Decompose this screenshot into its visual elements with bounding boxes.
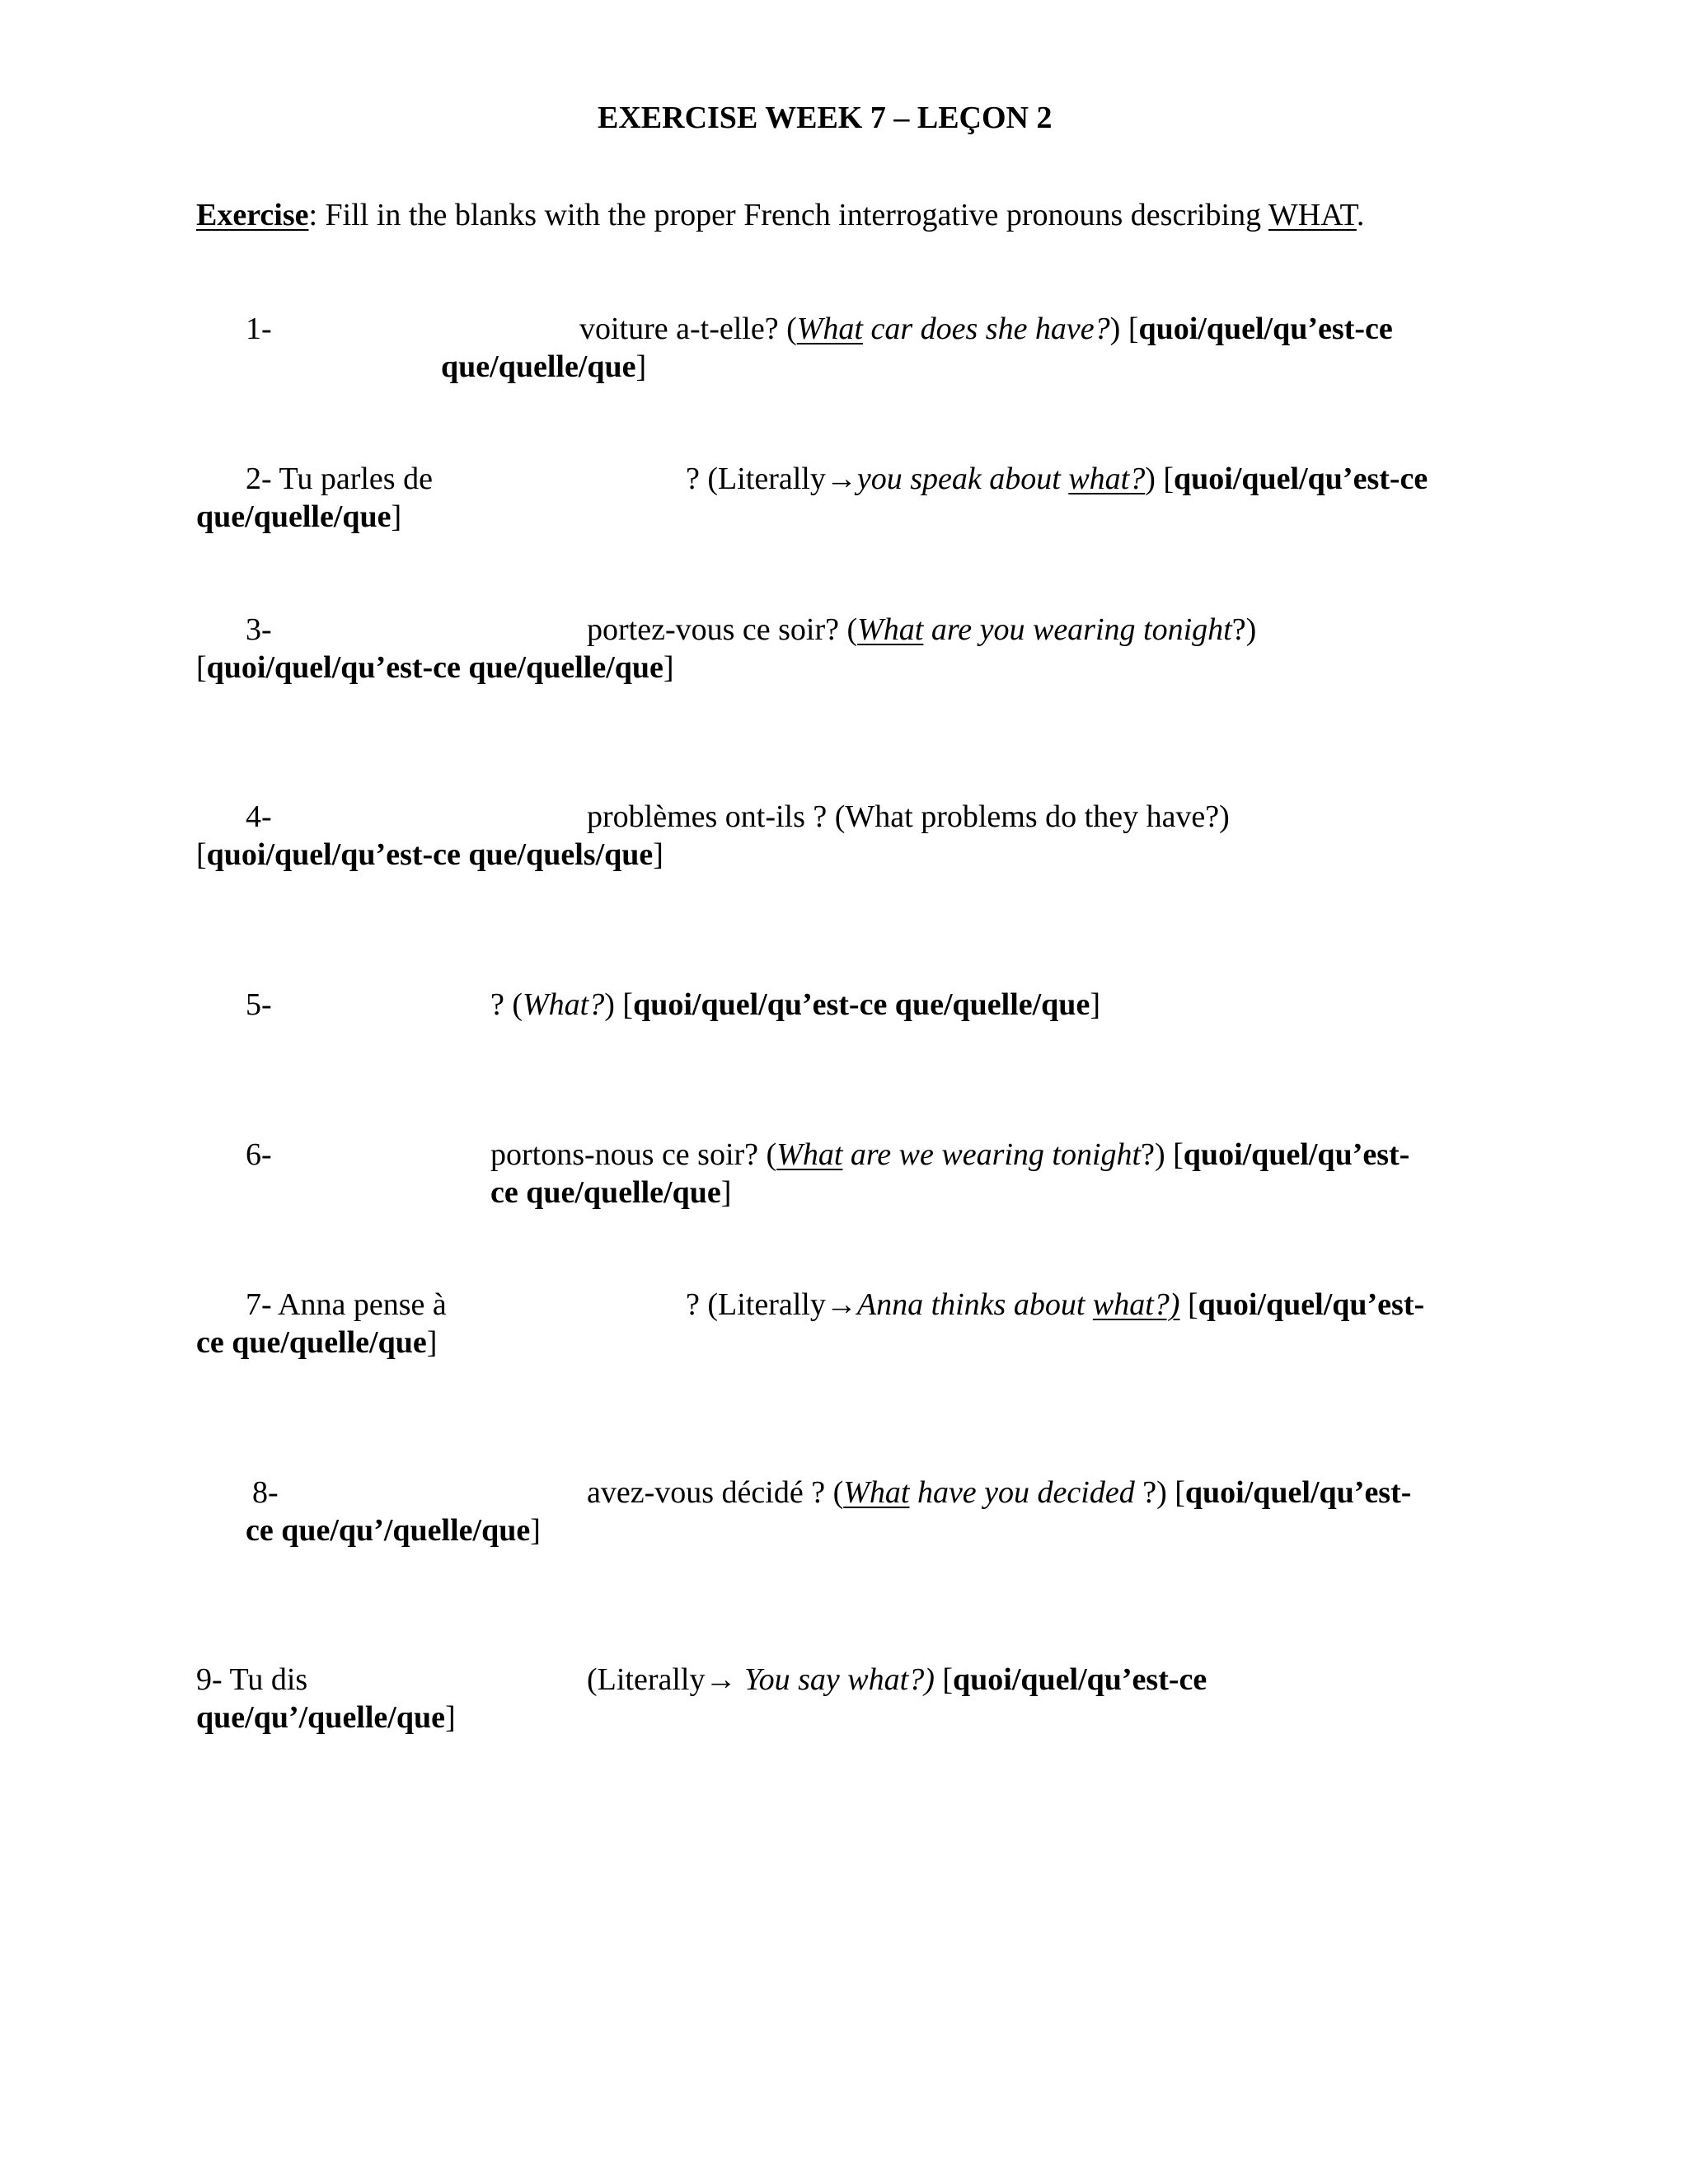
item-7-arrow: → [825, 1287, 857, 1322]
instruction-text: Fill in the blanks with the proper French interrogative pronouns describing [317, 198, 1268, 232]
item-5-close: ) [ [604, 987, 634, 1022]
item-7-options-b: ce que/quelle/que [196, 1325, 427, 1360]
item-4-line1 [587, 798, 1230, 836]
item-9-line1 [587, 1661, 1207, 1699]
item-2-line2 [196, 498, 401, 536]
item-7-line2 [196, 1324, 437, 1361]
item-2-english: you speak about [856, 462, 1069, 496]
item-6-french: portons-nous ce soir? ( [490, 1137, 777, 1172]
item-8-options-a: quoi/quel/qu’est- [1184, 1475, 1412, 1510]
item-6-number: 6- [246, 1137, 272, 1172]
instruction [196, 196, 1364, 234]
item-7-options-a: quoi/quel/qu’est- [1198, 1287, 1425, 1322]
item-2-options-b: que/quelle/que [196, 499, 392, 534]
item-2-options-a: quoi/quel/qu’est-ce [1174, 462, 1428, 496]
item-7-close: [ [1179, 1287, 1198, 1322]
item-4-text: problèmes ont-ils ? (What problems do they have?) [587, 799, 1230, 834]
item-1-french: voiture a-t-elle? ( [579, 312, 797, 346]
item-5-options: quoi/quel/qu’est-ce que/quelle/que [633, 987, 1090, 1022]
item-1-number: 1- [246, 312, 272, 346]
item-8-what: What [843, 1475, 910, 1510]
item-8-close: ?) [ [1142, 1475, 1185, 1510]
item-1-options-a: quoi/quel/qu’est-ce [1138, 312, 1393, 346]
item-3-options: quoi/quel/qu’est-ce que/quelle/que [206, 650, 663, 685]
item-6-close: ?) [ [1141, 1137, 1184, 1172]
item-3-close: ?) [1231, 612, 1257, 647]
item-3-what: What [857, 612, 924, 647]
item-8-number: 8- [252, 1475, 279, 1510]
item-1-what: What [796, 312, 863, 346]
item-8-line2 [246, 1511, 541, 1549]
item-6-english: are we wearing tonight [842, 1137, 1142, 1172]
item-3-bracket: ] [663, 650, 674, 685]
item-8-english: have you decided [909, 1475, 1143, 1510]
item-2-number: 2- Tu parles de [246, 462, 433, 496]
item-9-close: [ [934, 1662, 953, 1697]
item-1-bracket: ] [635, 349, 647, 384]
item-9-english: You say what?) [736, 1662, 935, 1697]
item-8-bracket: ] [530, 1513, 541, 1548]
item-1-line2 [441, 348, 646, 386]
item-3-english: are you wearing tonight [923, 612, 1232, 647]
instruction-end: . [1356, 198, 1365, 232]
item-3-line2 [196, 649, 674, 687]
instruction-what: WHAT [1268, 198, 1357, 232]
item-9-bracket: ] [444, 1700, 456, 1735]
item-7-what: what?) [1092, 1287, 1180, 1322]
item-9-line2 [196, 1699, 456, 1736]
instruction-label: Exercise [196, 198, 309, 232]
item-6-what: What [776, 1137, 843, 1172]
item-4-options: quoi/quel/qu’est-ce que/quels/que [206, 837, 654, 872]
item-2-french: ? (Literally [686, 462, 826, 496]
item-4-line2 [196, 836, 663, 874]
item-7-bracket: ] [426, 1325, 438, 1360]
item-5-open: ? ( [490, 987, 523, 1022]
item-3-french: portez-vous ce soir? ( [587, 612, 858, 647]
item-1-options-b: que/quelle/que [441, 349, 636, 384]
item-4-number: 4- [246, 799, 272, 834]
item-2-what: what? [1068, 462, 1146, 496]
item-6-options-a: quoi/quel/qu’est- [1183, 1137, 1410, 1172]
item-3-line1 [587, 611, 1256, 649]
item-6-line1 [490, 1136, 1409, 1174]
item-1-line1 [579, 310, 1393, 348]
page-title: EXERCISE WEEK 7 – LEÇON 2 [598, 101, 1053, 135]
item-7-number: 7- Anna pense à [246, 1287, 447, 1322]
item-2-arrow: → [825, 462, 857, 496]
item-4-bracket: ] [653, 837, 663, 872]
item-2-bracket: ] [391, 499, 402, 534]
item-9-options-b: que/qu’/quelle/que [196, 1700, 445, 1735]
item-5-line1 [490, 986, 1100, 1024]
item-5-number: 5- [246, 987, 272, 1022]
item-6-options-b: ce que/quelle/que [490, 1175, 721, 1210]
item-9-options-a: quoi/quel/qu’est-ce [953, 1662, 1207, 1697]
instruction-colon: : [308, 198, 318, 232]
item-9-arrow: → [705, 1662, 737, 1697]
item-7-line1 [686, 1286, 1424, 1324]
item-6-bracket: ] [720, 1175, 732, 1210]
item-2-line1 [686, 460, 1428, 498]
item-8-line1 [587, 1474, 1411, 1511]
item-6-line2 [490, 1174, 731, 1212]
item-8-options-b: ce que/qu’/quelle/que [246, 1513, 531, 1548]
item-1-close: ) [ [1109, 312, 1139, 346]
item-3-number: 3- [246, 612, 272, 647]
item-1-english: car does she have? [862, 312, 1110, 346]
item-5-english: What? [523, 987, 605, 1022]
item-7-french: ? (Literally [686, 1287, 826, 1322]
item-3-open-bracket: [ [196, 650, 207, 685]
item-5-bracket: ] [1090, 987, 1100, 1022]
item-4-open-bracket: [ [196, 837, 207, 872]
item-9-french: (Literally [587, 1662, 706, 1697]
item-7-english: Anna thinks about [856, 1287, 1093, 1322]
item-9-number: 9- Tu dis [196, 1662, 308, 1697]
item-8-french: avez-vous décidé ? ( [587, 1475, 844, 1510]
item-2-close: ) [ [1145, 462, 1175, 496]
